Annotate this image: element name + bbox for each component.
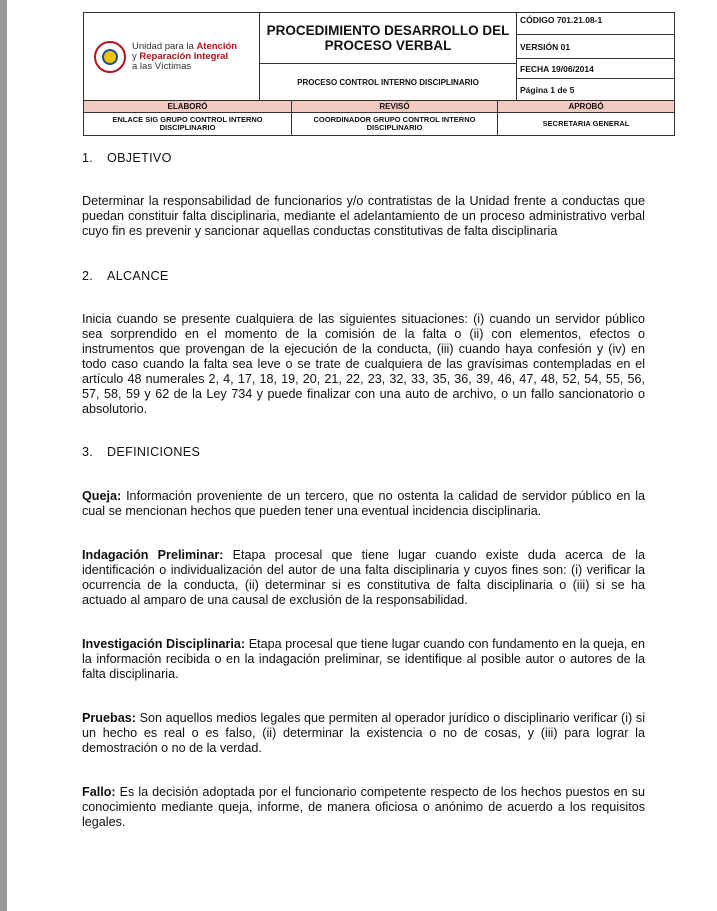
definition-queja: Queja: Información proveniente de un tercero, que no ostenta la calidad de servidor público en la cual se mencionan hechos que pueden tener una eventual incidencia disciplinaria. bbox=[82, 489, 645, 518]
section-heading-objetivo: 1. OBJETIVO bbox=[82, 151, 172, 165]
section-heading-alcance: 2. ALCANCE bbox=[82, 269, 169, 283]
document-code: CÓDIGO 701.21.08-1 bbox=[517, 13, 674, 35]
reviso-value: COORDINADOR GRUPO CONTROL INTERNO DISCIPLINARIO bbox=[292, 113, 498, 135]
process-name: PROCESO CONTROL INTERNO DISCIPLINARIO bbox=[297, 77, 479, 87]
definition-pruebas: Pruebas: Son aquellos medios legales que permiten al operador jurídico o disciplinario verificar (i) si un hecho es real o es falso, (ii) determinar la existencia o no de cosas, y (iii) para lograr la demostración o no de la verdad. bbox=[82, 711, 645, 755]
objetivo-paragraph: Determinar la responsabilidad de funcionarios y/o contratistas de la Unidad frente a conductas que puedan constituir falta disciplinaria, mediante el adelantamiento de un proceso administrativo verbal cuyo fin es prevenir y sancionar aquellas conductas constitutivas de falta disciplinaria bbox=[82, 194, 645, 238]
document-page bbox=[7, 0, 717, 911]
alcance-paragraph: Inicia cuando se presente cualquiera de las siguientes situaciones: (i) cuando un servidor público sea sorprendido en el momento de la comisión de la falta o (ii) con elementos, efectos o instrumentos que provengan de la ejecución de la conducta, (iii) cuando haya confesión y (iv) en todo caso cuando la falta sea leve o se trate de cualquiera de las gravísimas contempladas en el artículo 48 numerales 2, 4, 17, 18, 19, 20, 21, 22, 23, 32, 33, 35, 36, 39, 46, 47, 48, 52, 54, 55, 56, 57, 58, 59 y 62 de la Ley 734 y puede finalizar con una auto de archivo, o un fallo sancionatorio o absolutorio. bbox=[82, 312, 645, 416]
logo-text: Unidad para la Atención y Reparación Integral a las Víctimas bbox=[132, 40, 238, 72]
approval-labels-row bbox=[84, 101, 674, 113]
section-heading-definiciones: 3. DEFINICIONES bbox=[82, 445, 201, 459]
elaboro-label: ELABORÓ bbox=[84, 101, 292, 112]
document-title: PROCEDIMIENTO DESARROLLO DEL PROCESO VERBAL bbox=[260, 13, 516, 64]
page-number: Página 1 de 5 bbox=[520, 84, 575, 95]
window-edge bbox=[0, 0, 7, 911]
approval-values-row bbox=[84, 113, 674, 135]
document-body bbox=[82, 150, 645, 830]
reviso-label: REVISÓ bbox=[292, 101, 498, 112]
definition-fallo: Fallo: Es la decisión adoptada por el funcionario competente respecto de los hechos puestos en su conocimiento mediante queja, informe, de manera oficiosa o anónimo de acuerdo a los requisitos legales. bbox=[82, 785, 645, 829]
institution-logo bbox=[84, 13, 260, 100]
document-header bbox=[83, 12, 675, 136]
elaboro-value: ENLACE SIG GRUPO CONTROL INTERNO DISCIPLINARIO bbox=[84, 113, 292, 135]
aprobo-label: APROBÓ bbox=[568, 102, 604, 111]
colombia-seal-icon bbox=[94, 41, 126, 73]
document-date: FECHA 19/06/2014 bbox=[517, 59, 674, 79]
definition-indagacion: Indagación Preliminar: Etapa procesal que tiene lugar cuando existe duda acerca de la identificación o individualización del autor de una falta disciplinaria y cuyos fines son: (i) verificar la ocurrencia de la conducta, (ii) determinar si es constitutiva de falta disciplinaria o (iii) si se ha actuado al amparo de una causal de exclusión de la responsabilidad. bbox=[82, 548, 645, 607]
definition-investigacion: Investigación Disciplinaria: Etapa procesal que tiene lugar cuando con fundamento en la queja, en la información recibida o en la indagación preliminar, se identifique al posible autor o autores de la falta disciplinaria. bbox=[82, 637, 645, 681]
document-version: VERSIÓN 01 bbox=[517, 35, 674, 59]
aprobo-value: SECRETARIA GENERAL bbox=[542, 119, 630, 128]
